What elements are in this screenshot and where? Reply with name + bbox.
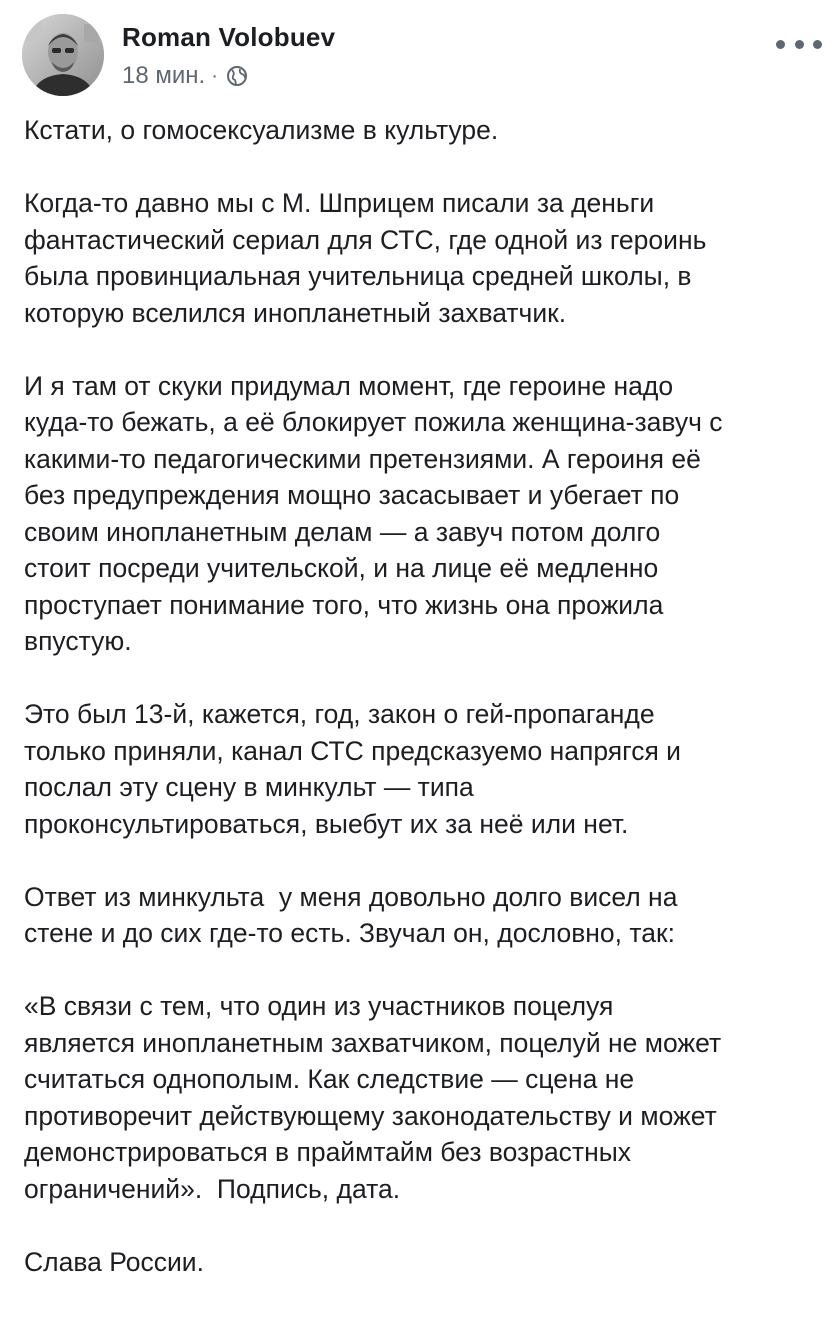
post-paragraph: И я там от скуки придумал момент, где героине надо куда-то бежать, а её блокирует пожила женщина-завуч с какими-то педагогическими претензиями. А героиня её без предупреждения мощно засасывает и убегает по своим инопланетным делам — а завуч потом долго стоит посреди учительской, и на лице её медленно проступает понимание того, что жизнь она прожила впустую. xyxy=(24,370,723,656)
post-meta xyxy=(122,62,248,90)
more-dot-icon xyxy=(813,40,822,49)
globe-icon[interactable] xyxy=(226,65,248,87)
author-avatar[interactable] xyxy=(22,14,104,96)
post-paragraph: Ответ из минкульта у меня довольно долго висел на стене и до сих где-то есть. Звучал он, дословно, так: xyxy=(24,881,678,948)
post-text xyxy=(24,112,814,1317)
more-dot-icon xyxy=(776,40,785,49)
more-dot-icon xyxy=(795,40,804,49)
avatar-photo xyxy=(22,14,104,96)
author-name[interactable]: Roman Volobuev xyxy=(122,22,336,52)
post-paragraph: Кстати, о гомосексуализме в культуре. xyxy=(24,115,499,145)
post-header xyxy=(22,14,822,98)
post-paragraph: Это был 13-й, кажется, год, закон о гей-пропаганде только приняли, канал СТС предсказуемо напрягся и послал эту сцену в минкульт — типа проконсультироваться, выебут их за неё или нет. xyxy=(24,699,681,839)
meta-separator: · xyxy=(211,64,218,87)
post-paragraph: Когда-то давно мы с М. Шприцем писали за деньги фантастический сериал для СТС, где одной из героинь была провинциальная учительница средней школы, в которую вселился инопланетный захватчик. xyxy=(24,188,707,328)
post-time[interactable]: 18 мин. xyxy=(122,62,206,89)
post-paragraph: Слава России. xyxy=(24,1246,204,1277)
post-paragraph: «В связи с тем, что один из участников поцелуя является инопланетным захватчиком, поцелуй не может считаться однополым. Как следствие — сцена не противоречит действующему законодательству и может демонстрироваться в праймтайм без возрастных ограничений». Подпись, дата. xyxy=(24,991,722,1204)
more-options-icon[interactable] xyxy=(776,34,822,54)
